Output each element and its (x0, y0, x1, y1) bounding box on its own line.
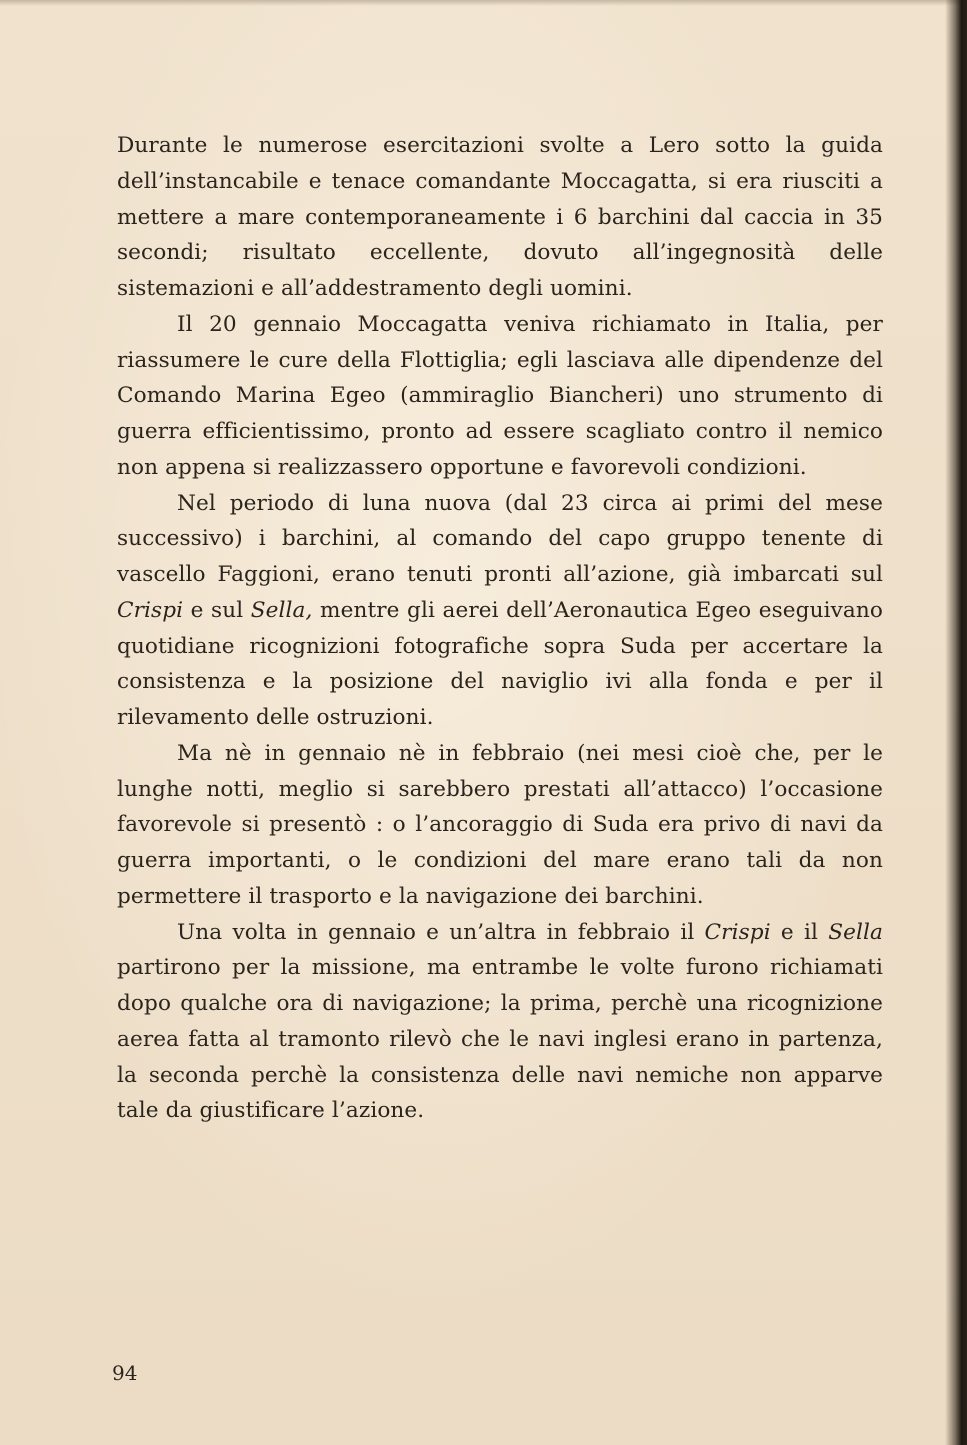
page-number: 94 (112, 1361, 138, 1385)
body-text (117, 128, 883, 1129)
text-run: e il (770, 919, 829, 945)
text-run: Una volta in gennaio e un’altra in febbraio il (177, 919, 705, 945)
page-top-shadow (0, 0, 967, 6)
paragraph (117, 736, 883, 915)
text-run: Durante le numerose esercitazioni svolte a Lero sotto la guida dell’instancabile e tenace comandante Moccagatta, si era riusciti a mettere a mare contemporaneamente i 6 barchini dal caccia in 35 secondi; risultato eccellente, dovuto all’ingegnosità delle sistemazioni e all’addestramento degli uomini. (117, 133, 883, 301)
text-run: Il 20 gennaio Moccagatta veniva richiamato in Italia, per riassumere le cure della Flottiglia; egli lasciava alle dipendenze del Comando Marina Egeo (ammiraglio Biancheri) uno strumento di guerra efficientissimo, pronto ad essere scagliato contro il nemico non appena si realizzassero opportune e favorevoli condizioni. (117, 311, 883, 480)
text-run: e sul (183, 597, 251, 623)
paragraph (117, 128, 883, 307)
text-run: Nel periodo di luna nuova (dal 23 circa ai primi del mese successivo) i barchini, al comando del capo gruppo tenente di vascello Faggioni, erano tenuti pronti all’azione, già imbarcati sul (117, 490, 883, 587)
text-run: Ma nè in gennaio nè in febbraio (nei mesi cioè che, per le lunghe notti, meglio si sarebbero prestati all’attacco) l’occasione favorevole si presentò : o l’ancoraggio di Suda era privo di navi da guerra importanti, o le condizioni del mare erano tali da non permettere il trasporto e la navigazione dei barchini. (117, 740, 883, 909)
text-run: partirono per la missione, ma entrambe le volte furono richiamati dopo qualche ora di navigazione; la prima, perchè una ricognizione aerea fatta al tramonto rilevò che le navi inglesi erano in partenza, la seconda perchè la consistenza delle navi nemiche non apparve tale da giustificare l’azione. (117, 955, 883, 1124)
page-binding-shadow (945, 0, 967, 1445)
paragraph (117, 307, 883, 486)
paragraph (117, 486, 883, 736)
italic-text: Crispi (117, 597, 184, 623)
paragraph (117, 915, 883, 1130)
italic-text: Sella, (250, 597, 313, 623)
italic-text: Crispi (704, 919, 771, 945)
text-run: mentre gli aerei dell’Aeronautica Egeo eseguivano quotidiane ricognizioni fotografiche sopra Suda per accertare la consistenza e la posizione del naviglio ivi alla fonda e per il rilevamento delle ostruzioni. (117, 597, 883, 730)
italic-text: Sella (828, 919, 883, 945)
